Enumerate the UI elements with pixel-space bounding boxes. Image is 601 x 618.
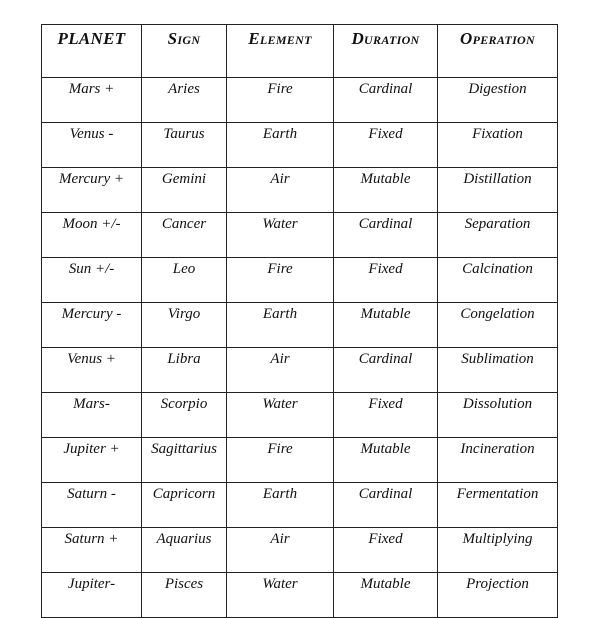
- cell-operation: Sublimation: [438, 348, 558, 393]
- table-row: [42, 213, 558, 258]
- cell-planet: Mars-: [42, 393, 142, 438]
- cell-duration: Fixed: [334, 528, 438, 573]
- cell-duration: Cardinal: [334, 78, 438, 123]
- table-row: [42, 123, 558, 168]
- cell-duration: Mutable: [334, 168, 438, 213]
- cell-planet: Jupiter-: [42, 573, 142, 618]
- header-sign: Sign: [142, 25, 227, 78]
- cell-operation: Projection: [438, 573, 558, 618]
- cell-planet: Mars +: [42, 78, 142, 123]
- table-row: [42, 573, 558, 618]
- cell-element: Fire: [227, 258, 334, 303]
- cell-element: Water: [227, 213, 334, 258]
- table-row: [42, 258, 558, 303]
- cell-operation: Fixation: [438, 123, 558, 168]
- cell-element: Earth: [227, 303, 334, 348]
- cell-element: Water: [227, 573, 334, 618]
- table-row: [42, 393, 558, 438]
- cell-sign: Libra: [142, 348, 227, 393]
- cell-element: Fire: [227, 78, 334, 123]
- cell-sign: Aquarius: [142, 528, 227, 573]
- cell-planet: Mercury -: [42, 303, 142, 348]
- cell-sign: Cancer: [142, 213, 227, 258]
- cell-duration: Fixed: [334, 393, 438, 438]
- planet-correspondence-table: [41, 24, 558, 618]
- cell-operation: Incineration: [438, 438, 558, 483]
- cell-element: Air: [227, 528, 334, 573]
- cell-sign: Sagittarius: [142, 438, 227, 483]
- cell-element: Earth: [227, 483, 334, 528]
- cell-sign: Virgo: [142, 303, 227, 348]
- table-row: [42, 528, 558, 573]
- cell-sign: Leo: [142, 258, 227, 303]
- cell-operation: Digestion: [438, 78, 558, 123]
- cell-planet: Saturn +: [42, 528, 142, 573]
- cell-operation: Separation: [438, 213, 558, 258]
- cell-sign: Scorpio: [142, 393, 227, 438]
- cell-planet: Moon +/-: [42, 213, 142, 258]
- cell-operation: Congelation: [438, 303, 558, 348]
- cell-operation: Distillation: [438, 168, 558, 213]
- table-row: [42, 348, 558, 393]
- cell-element: Water: [227, 393, 334, 438]
- header-duration: Duration: [334, 25, 438, 78]
- cell-sign: Taurus: [142, 123, 227, 168]
- cell-planet: Venus +: [42, 348, 142, 393]
- header-operation: Operation: [438, 25, 558, 78]
- cell-planet: Venus -: [42, 123, 142, 168]
- header-row: [42, 25, 558, 78]
- cell-duration: Cardinal: [334, 213, 438, 258]
- table-row: [42, 168, 558, 213]
- table-row: [42, 483, 558, 528]
- cell-duration: Fixed: [334, 123, 438, 168]
- cell-element: Earth: [227, 123, 334, 168]
- cell-element: Fire: [227, 438, 334, 483]
- cell-element: Air: [227, 348, 334, 393]
- cell-element: Air: [227, 168, 334, 213]
- cell-duration: Mutable: [334, 438, 438, 483]
- cell-planet: Mercury +: [42, 168, 142, 213]
- cell-sign: Aries: [142, 78, 227, 123]
- cell-duration: Mutable: [334, 573, 438, 618]
- cell-planet: Saturn -: [42, 483, 142, 528]
- cell-sign: Capricorn: [142, 483, 227, 528]
- cell-operation: Dissolution: [438, 393, 558, 438]
- cell-duration: Mutable: [334, 303, 438, 348]
- cell-sign: Pisces: [142, 573, 227, 618]
- cell-planet: Jupiter +: [42, 438, 142, 483]
- cell-duration: Cardinal: [334, 483, 438, 528]
- table-row: [42, 303, 558, 348]
- cell-sign: Gemini: [142, 168, 227, 213]
- cell-operation: Calcination: [438, 258, 558, 303]
- header-planet: PLANET: [42, 25, 142, 78]
- cell-operation: Fermentation: [438, 483, 558, 528]
- cell-duration: Fixed: [334, 258, 438, 303]
- cell-planet: Sun +/-: [42, 258, 142, 303]
- cell-duration: Cardinal: [334, 348, 438, 393]
- table-row: [42, 78, 558, 123]
- table-row: [42, 438, 558, 483]
- cell-operation: Multiplying: [438, 528, 558, 573]
- header-element: Element: [227, 25, 334, 78]
